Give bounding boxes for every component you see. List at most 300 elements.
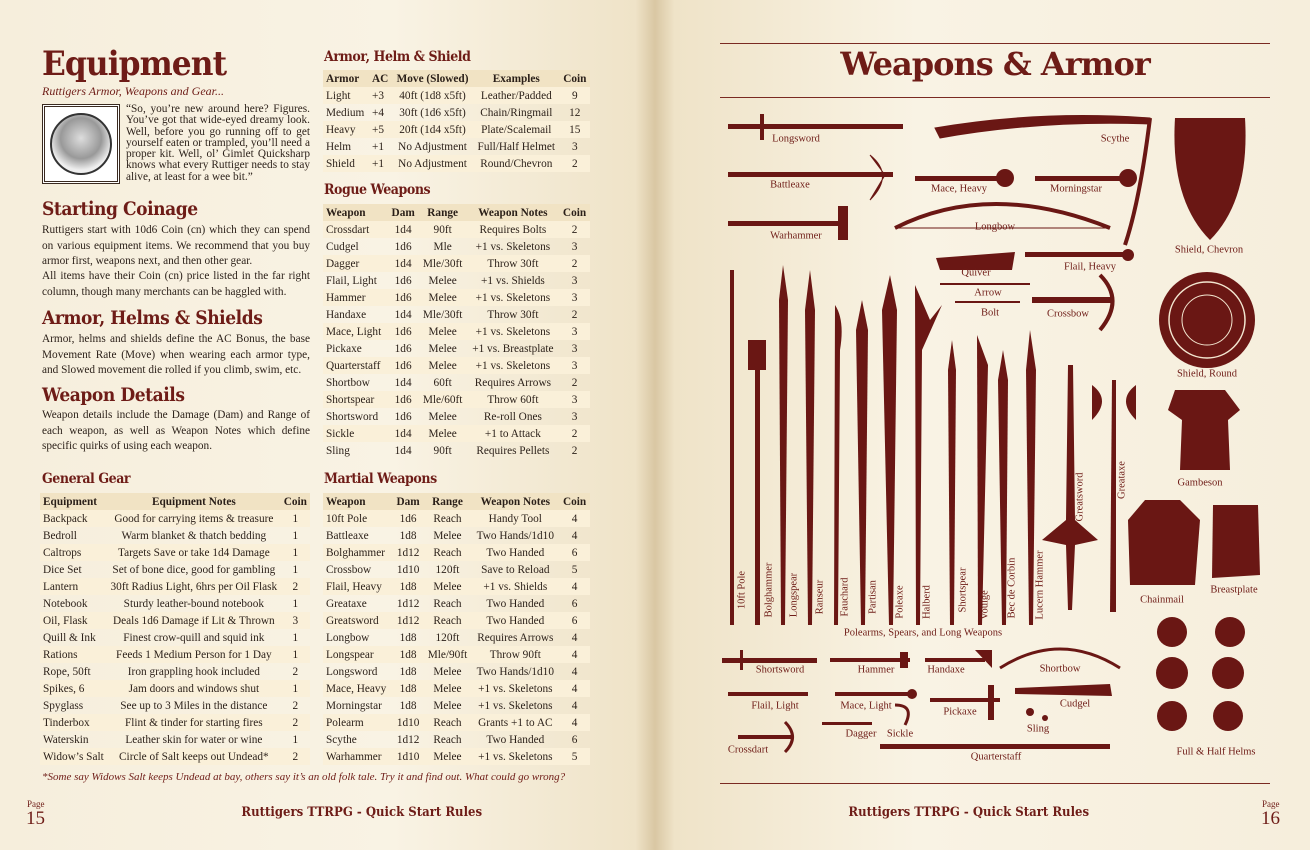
table-cell: Requires Bolts xyxy=(467,221,559,238)
table-cell: +1 vs. Skeletons xyxy=(467,323,559,340)
table-cell: Heavy xyxy=(323,121,369,138)
table-cell: 2 xyxy=(571,376,578,389)
table-cell: 1d8 xyxy=(399,665,417,678)
rogue-table-title: Rogue Weapons xyxy=(324,182,431,198)
table-cell: 3 xyxy=(559,391,590,408)
weapon-label-vertical: Greatsword xyxy=(1074,472,1086,522)
table-cell: Sickle xyxy=(323,425,388,442)
table-cell: Morningstar xyxy=(326,699,382,712)
weapon-label-vertical: Bec de Corbin xyxy=(1006,557,1018,619)
table-cell: Requires Pellets xyxy=(476,444,550,457)
table-cell: 1d12 xyxy=(396,733,420,746)
table-cell: Melee xyxy=(428,342,457,355)
table-cell: Melee xyxy=(428,274,457,287)
page-label: Page xyxy=(27,799,45,809)
table-cell: 1d12 xyxy=(393,544,424,561)
weapon-label: Shield, Round xyxy=(1176,368,1238,380)
table-cell: Mace, Heavy xyxy=(323,680,393,697)
page-title: Equipment xyxy=(42,44,227,84)
weapon-label: Sling xyxy=(1026,723,1050,735)
table-cell: Greataxe xyxy=(326,597,367,610)
weapon-label: Crossdart xyxy=(727,744,769,756)
footer-title-right: Ruttigers TTRPG - Quick Start Rules xyxy=(848,805,1090,820)
table-cell: 120ft xyxy=(435,563,460,576)
table-cell: 40ft (1d8 x5ft) xyxy=(392,87,473,104)
sickle-icon xyxy=(895,705,908,725)
weapon-label: Warhammer xyxy=(770,230,822,242)
table-cell: Chain/Ringmail xyxy=(480,106,553,119)
table-cell: 1 xyxy=(281,510,310,527)
weapon-label-vertical: Voulge xyxy=(979,590,991,620)
footer-title: Ruttigers TTRPG - Quick Start Rules xyxy=(241,805,483,820)
intro-quote: “So, you’re new around here? Figures. You’ve got that wide-eyed dreamy look. Well, before you go running off to get yourself eaten or trampled, you’ll need a proper kit. Well, ol’ Gimlet Quicksharp knows what every Ruttiger needs to stay alive, at least for a wee bit.” xyxy=(126,103,310,183)
weapon-label: Polearms, Spears, and Long Weapons xyxy=(843,627,1003,639)
table-cell: 1 xyxy=(281,544,310,561)
weapon-label: Handaxe xyxy=(927,664,965,676)
table-cell: 90ft xyxy=(433,444,452,457)
table-cell: Pickaxe xyxy=(326,342,362,355)
table-cell: 2 xyxy=(559,255,590,272)
table-cell: Throw 30ft xyxy=(467,255,559,272)
table-cell: +1 vs. Skeletons xyxy=(478,699,553,712)
column-header: Equipment Notes xyxy=(107,493,281,510)
table-cell: 5 xyxy=(571,563,578,576)
table-cell: Melee xyxy=(419,289,467,306)
weapon-label: Arrow xyxy=(974,287,1002,299)
table-cell: Iron grappling hook included xyxy=(127,665,260,678)
weapon-label-vertical: Poleaxe xyxy=(894,585,906,619)
weapon-label: Pickaxe xyxy=(943,706,977,718)
weapon-label: Shield, Chevron xyxy=(1174,244,1244,256)
table-cell: 4 xyxy=(571,529,578,542)
table-cell: 1d6 xyxy=(394,240,412,253)
table-cell: Grants +1 to AC xyxy=(471,714,559,731)
table-cell: Tinderbox xyxy=(40,714,107,731)
column-header: AC xyxy=(369,70,392,87)
weapon-label: Chainmail xyxy=(1140,594,1184,606)
dagger-icon xyxy=(822,722,872,725)
starting-coinage-p1: Ruttigers start with 10d6 Coin (cn) which they can spend on various equipment items. We recommend that you buy armor first, weapons next, and then other gear. xyxy=(42,224,310,267)
weapon-label-vertical: Partisan xyxy=(867,580,879,614)
table-cell: Polearm xyxy=(323,714,393,731)
column-header: Coin xyxy=(559,204,590,221)
table-cell: 2 xyxy=(281,578,310,595)
table-cell: Rations xyxy=(40,646,107,663)
table-cell: 1d10 xyxy=(393,748,424,765)
table-cell: 1d6 xyxy=(388,323,419,340)
weapon-label: Cudgel xyxy=(1059,698,1091,710)
shield-round-icon xyxy=(1159,272,1255,368)
table-cell: Dice Set xyxy=(43,563,82,576)
table-cell: 1 xyxy=(292,563,299,576)
table-cell: Longbow xyxy=(326,631,370,644)
table-cell: No Adjustment xyxy=(392,155,473,172)
table-cell: 3 xyxy=(571,274,578,287)
table-cell: Backpack xyxy=(40,510,107,527)
table-cell: 1d6 xyxy=(394,342,412,355)
table-cell: Shortbow xyxy=(326,376,370,389)
weapon-label-vertical: 10ft Pole xyxy=(736,570,748,610)
column-header: Examples xyxy=(473,70,560,87)
table-cell: Round/Chevron xyxy=(473,155,560,172)
weapon-label: Shortsword xyxy=(755,664,805,676)
table-cell: 4 xyxy=(571,699,578,712)
weapon-label-vertical: Fauchard xyxy=(839,577,851,617)
table-cell: 4 xyxy=(559,578,590,595)
table-cell: No Adjustment xyxy=(398,140,467,153)
table-cell: Melee xyxy=(433,699,462,712)
table-cell: 4 xyxy=(559,714,590,731)
table-cell: 1d4 xyxy=(388,425,419,442)
table-cell: 1d4 xyxy=(388,221,419,238)
table-cell: +1 vs. Skeletons xyxy=(475,240,551,253)
armor-section-heading: Armor, Helms & Shields xyxy=(42,307,263,329)
table-cell: Helm xyxy=(326,140,352,153)
table-cell: Reach xyxy=(423,544,471,561)
weapon-details-heading: Weapon Details xyxy=(42,384,185,406)
weapons-armor-title: Weapons & Armor xyxy=(840,45,1150,83)
weapon-label-vertical: Shortspear xyxy=(957,567,969,613)
martial-table-title: Martial Weapons xyxy=(324,471,437,487)
table-cell: Sturdy leather-bound notebook xyxy=(123,597,265,610)
weapon-label: Gambeson xyxy=(1177,477,1223,489)
table-cell: +1 vs. Skeletons xyxy=(471,748,559,765)
table-cell: Requires Arrows xyxy=(477,631,554,644)
weapon-details-text: Weapon details include the Damage (Dam) and Range of each weapon, as well as Weapon Notes which define specific quirks of using each weapon. xyxy=(42,409,310,452)
table-cell: +1 vs. Shields xyxy=(471,578,559,595)
table-cell: 1d6 xyxy=(394,274,412,287)
weapon-label: Breastplate xyxy=(1210,584,1258,596)
table-cell: 2 xyxy=(281,748,310,765)
table-cell: 1d6 xyxy=(388,289,419,306)
table-cell: Mle xyxy=(433,240,452,253)
weapon-label: Flail, Heavy xyxy=(1064,261,1116,273)
table-cell: 6 xyxy=(571,597,578,610)
table-cell: 1d8 xyxy=(399,631,417,644)
column-header: Coin xyxy=(560,70,590,87)
table-cell: Mace, Light xyxy=(323,323,388,340)
table-cell: 1d4 xyxy=(388,255,419,272)
table-cell: 1d8 xyxy=(393,680,424,697)
table-cell: Finest crow-quill and squid ink xyxy=(123,631,265,644)
table-cell: Full/Half Helmet xyxy=(477,140,556,153)
table-cell: 3 xyxy=(559,323,590,340)
table-cell: Quarterstaff xyxy=(323,357,388,374)
breastplate-icon xyxy=(1212,505,1260,578)
table-cell: 3 xyxy=(571,410,578,423)
page-number: 15 xyxy=(26,808,45,829)
table-cell: Flint & tinder for starting fires xyxy=(107,714,281,731)
table-cell: Hammer xyxy=(323,289,388,306)
table-cell: +1 vs. Skeletons xyxy=(467,289,559,306)
table-cell: Melee xyxy=(428,410,457,423)
table-cell: 6 xyxy=(559,544,590,561)
table-cell: +1 to Attack xyxy=(467,425,559,442)
crossbow-icon xyxy=(1032,275,1113,330)
table-cell: 1d6 xyxy=(394,410,412,423)
table-cell: 2 xyxy=(292,665,299,678)
column-header: Range xyxy=(419,204,467,221)
table-cell: Warm blanket & thatch bedding xyxy=(121,529,267,542)
table-cell: 1d4 xyxy=(394,376,412,389)
page-label-right: Page xyxy=(1262,799,1280,809)
table-cell: Shortsword xyxy=(326,410,379,423)
sling-icon xyxy=(1026,708,1048,721)
table-cell: 3 xyxy=(559,357,590,374)
table-cell: Waterskin xyxy=(43,733,89,746)
table-cell: 1d12 xyxy=(393,612,424,629)
table-cell: Flail, Heavy xyxy=(323,578,393,595)
table-cell: Targets Save or take 1d4 Damage xyxy=(107,544,281,561)
table-cell: 1d10 xyxy=(396,563,420,576)
table-cell: Circle of Salt keeps out Undead* xyxy=(107,748,281,765)
table-cell: 1d6 xyxy=(388,357,419,374)
table-cell: Handy Tool xyxy=(471,510,559,527)
table-cell: 1d8 xyxy=(393,646,424,663)
table-cell: Mle/30ft xyxy=(422,308,463,321)
column-header: Weapon xyxy=(323,204,388,221)
weapon-label: Crossbow xyxy=(1046,308,1090,320)
table-cell: Two Handed xyxy=(486,733,545,746)
table-cell: Quill & Ink xyxy=(43,631,96,644)
table-cell: Mle/60ft xyxy=(419,391,467,408)
table-cell: Melee xyxy=(433,529,462,542)
table-cell: Reach xyxy=(423,714,471,731)
weapon-label: Longsword xyxy=(772,133,820,145)
column-header: Move (Slowed) xyxy=(392,70,473,87)
table-cell: 2 xyxy=(571,308,578,321)
weapon-label: Shortbow xyxy=(1039,663,1081,675)
flail-light-icon xyxy=(728,692,808,696)
table-cell: Handaxe xyxy=(326,308,367,321)
column-header: Weapon xyxy=(323,493,393,510)
table-cell: 1 xyxy=(292,733,299,746)
table-cell: Melee xyxy=(423,578,471,595)
table-cell: Notebook xyxy=(43,597,88,610)
table-cell: Reach xyxy=(423,510,471,527)
table-cell: Feeds 1 Medium Person for 1 Day xyxy=(107,646,281,663)
table-cell: Spikes, 6 xyxy=(40,680,107,697)
table-cell: Jam doors and windows shut xyxy=(107,680,281,697)
table-cell: 1d6 xyxy=(388,391,419,408)
table-cell: 2 xyxy=(559,221,590,238)
table-cell: Bolghammer xyxy=(323,544,393,561)
weapon-label: Morningstar xyxy=(1050,183,1102,195)
weapon-label-vertical: Ranseur xyxy=(814,579,826,615)
weapon-label-vertical: Bolghammer xyxy=(763,562,775,618)
table-cell: Two Handed xyxy=(471,544,559,561)
table-cell: Flail, Light xyxy=(326,274,377,287)
table-cell: 3 xyxy=(571,140,578,153)
table-cell: +1 vs. Skeletons xyxy=(467,357,559,374)
table-cell: 1d4 xyxy=(394,444,412,457)
table-cell: 2 xyxy=(559,425,590,442)
table-cell: 60ft xyxy=(433,376,452,389)
table-cell: Dagger xyxy=(323,255,388,272)
table-cell: Two Hands/1d10 xyxy=(476,529,554,542)
starting-coinage-p2: All items have their Coin (cn) price listed in the far right column, though many merchants can be haggled with. xyxy=(42,270,310,298)
starting-coinage-heading: Starting Coinage xyxy=(42,198,198,220)
table-cell: Melee xyxy=(433,665,462,678)
table-cell: 10ft Pole xyxy=(323,510,393,527)
table-cell: Shortspear xyxy=(323,391,388,408)
table-cell: 4 xyxy=(559,680,590,697)
table-cell: 3 xyxy=(571,342,578,355)
table-cell: Reach xyxy=(433,597,462,610)
weapon-label-vertical: Halberd xyxy=(921,585,933,619)
table-cell: +1 vs. Breastplate xyxy=(472,342,554,355)
table-cell: 2 xyxy=(281,714,310,731)
weapon-label: Quarterstaff xyxy=(970,751,1022,763)
table-cell: +1 vs. Skeletons xyxy=(471,680,559,697)
table-cell: 1d12 xyxy=(396,597,420,610)
table-cell: Mle/90ft xyxy=(423,646,471,663)
table-cell: Throw 90ft xyxy=(471,646,559,663)
weapon-label: Hammer xyxy=(857,664,895,676)
table-cell: 1d8 xyxy=(393,578,424,595)
column-header: Weapon Notes xyxy=(471,493,559,510)
table-cell: 1 xyxy=(292,631,299,644)
table-cell: 3 xyxy=(571,240,578,253)
weapon-label: Quiver xyxy=(961,267,991,279)
column-header: Dam xyxy=(393,493,424,510)
table-cell: 90ft xyxy=(419,221,467,238)
weapon-label: Battleaxe xyxy=(770,179,810,191)
column-header: Range xyxy=(423,493,471,510)
column-header: Coin xyxy=(559,493,590,510)
table-cell: 20ft (1d4 x5ft) xyxy=(392,121,473,138)
column-header: Equipment xyxy=(40,493,107,510)
table-cell: Greatsword xyxy=(323,612,393,629)
table-cell: Longsword xyxy=(326,665,378,678)
table-cell: 1 xyxy=(281,646,310,663)
column-header: Weapon Notes xyxy=(467,204,559,221)
table-cell: Battleaxe xyxy=(326,529,369,542)
table-cell: Crossbow xyxy=(326,563,372,576)
column-header: Coin xyxy=(281,493,310,510)
table-cell: 1d8 xyxy=(399,529,417,542)
table-cell: Melee xyxy=(423,680,471,697)
armor-table-title: Armor, Helm & Shield xyxy=(324,49,471,65)
table-cell: Melee xyxy=(419,357,467,374)
table-cell: 4 xyxy=(559,510,590,527)
table-cell: Spyglass xyxy=(43,699,84,712)
table-cell: Widow’s Salt xyxy=(40,748,107,765)
table-cell: Oil, Flask xyxy=(40,612,107,629)
table-cell: Requires Arrows xyxy=(474,376,552,389)
table-cell: Deals 1d6 Damage if Lit & Thrown xyxy=(107,612,281,629)
table-cell: Set of bone dice, good for gambling xyxy=(112,563,276,576)
table-cell: Light xyxy=(323,87,369,104)
table-cell: Cudgel xyxy=(326,240,359,253)
table-cell: 6 xyxy=(571,733,578,746)
column-header: Armor xyxy=(323,70,369,87)
table-cell: Sling xyxy=(326,444,350,457)
subtitle: Ruttigers Armor, Weapons and Gear... xyxy=(42,84,225,98)
table-cell: Bedroll xyxy=(43,529,77,542)
table-cell: 3 xyxy=(559,289,590,306)
table-cell: 9 xyxy=(560,87,590,104)
table-cell: 12 xyxy=(569,106,581,119)
table-cell: Mle/30ft xyxy=(419,255,467,272)
table-cell: Two Handed xyxy=(471,612,559,629)
shield-chevron-icon xyxy=(1174,118,1245,240)
column-header: Dam xyxy=(388,204,419,221)
weapon-label: Scythe xyxy=(1100,133,1130,145)
table-cell: Rope, 50ft xyxy=(43,665,91,678)
table-cell: Crossdart xyxy=(323,221,388,238)
table-cell: 1d4 xyxy=(394,308,412,321)
table-cell: Caltrops xyxy=(40,544,107,561)
helms-icon xyxy=(1156,617,1245,731)
weapon-label: Mace, Light xyxy=(840,700,892,712)
weapon-label: Longbow xyxy=(974,221,1016,233)
table-cell: +4 xyxy=(371,106,384,119)
mace-light-icon xyxy=(835,689,917,699)
weapon-label: Bolt xyxy=(980,307,1000,319)
table-cell: 1 xyxy=(292,529,299,542)
table-cell: 5 xyxy=(559,748,590,765)
footnote: *Some say Widows Salt keeps Undead at bay, others say it’s an old folk tale. Try it and find out. What could go wrong? xyxy=(42,771,566,783)
table-cell: +5 xyxy=(369,121,392,138)
weapon-label: Sickle xyxy=(886,728,914,740)
table-cell: 6 xyxy=(559,612,590,629)
battleaxe-icon xyxy=(728,155,893,200)
weapon-label: Dagger xyxy=(845,728,877,740)
table-cell: Warhammer xyxy=(323,748,393,765)
table-cell: Two Handed xyxy=(486,597,545,610)
table-cell: Leather/Padded xyxy=(473,87,560,104)
gambeson-icon xyxy=(1168,390,1240,470)
table-cell: 2 xyxy=(292,699,299,712)
table-cell: 30ft Radius Light, 6hrs per Oil Flask xyxy=(107,578,281,595)
table-cell: 30ft (1d6 x5ft) xyxy=(399,106,466,119)
table-cell: Reach xyxy=(423,612,471,629)
page-number-right: 16 xyxy=(1261,808,1280,829)
table-cell: 4 xyxy=(571,631,578,644)
table-cell: Medium xyxy=(326,106,365,119)
weapon-label-vertical: Longspear xyxy=(788,572,800,618)
table-cell: 4 xyxy=(571,665,578,678)
armor-section-text: Armor, helms and shields define the AC Bonus, the base Movement Rate (Move) when wearing each armor type, and Slowed movement die rolled if you climb, swim, etc. xyxy=(42,333,310,376)
table-cell: +1 xyxy=(369,155,392,172)
weapon-label-vertical: Greataxe xyxy=(1116,461,1128,499)
table-cell: Save to Reload xyxy=(481,563,550,576)
quarterstaff-icon xyxy=(880,744,1110,749)
weapon-label: Full & Half Helms xyxy=(1176,746,1256,758)
table-cell: 120ft xyxy=(435,631,460,644)
table-cell: Leather skin for water or wine xyxy=(125,733,263,746)
chainmail-icon xyxy=(1128,500,1200,585)
table-cell: Throw 60ft xyxy=(467,391,559,408)
table-cell: 2 xyxy=(571,444,578,457)
table-cell: Melee xyxy=(419,323,467,340)
table-cell: Throw 30ft xyxy=(487,308,539,321)
table-cell: 2 xyxy=(560,155,590,172)
table-cell: Melee xyxy=(419,425,467,442)
table-cell: +1 vs. Shields xyxy=(480,274,545,287)
table-cell: 3 xyxy=(281,612,310,629)
table-cell: +1 xyxy=(371,140,384,153)
table-cell: 1d6 xyxy=(393,510,424,527)
table-cell: Longspear xyxy=(323,646,393,663)
table-cell: Melee xyxy=(423,748,471,765)
table-cell: Lantern xyxy=(40,578,107,595)
cudgel-icon xyxy=(1015,684,1112,696)
table-cell: Scythe xyxy=(326,733,357,746)
table-cell: 1 xyxy=(292,597,299,610)
table-cell: Reach xyxy=(433,733,462,746)
